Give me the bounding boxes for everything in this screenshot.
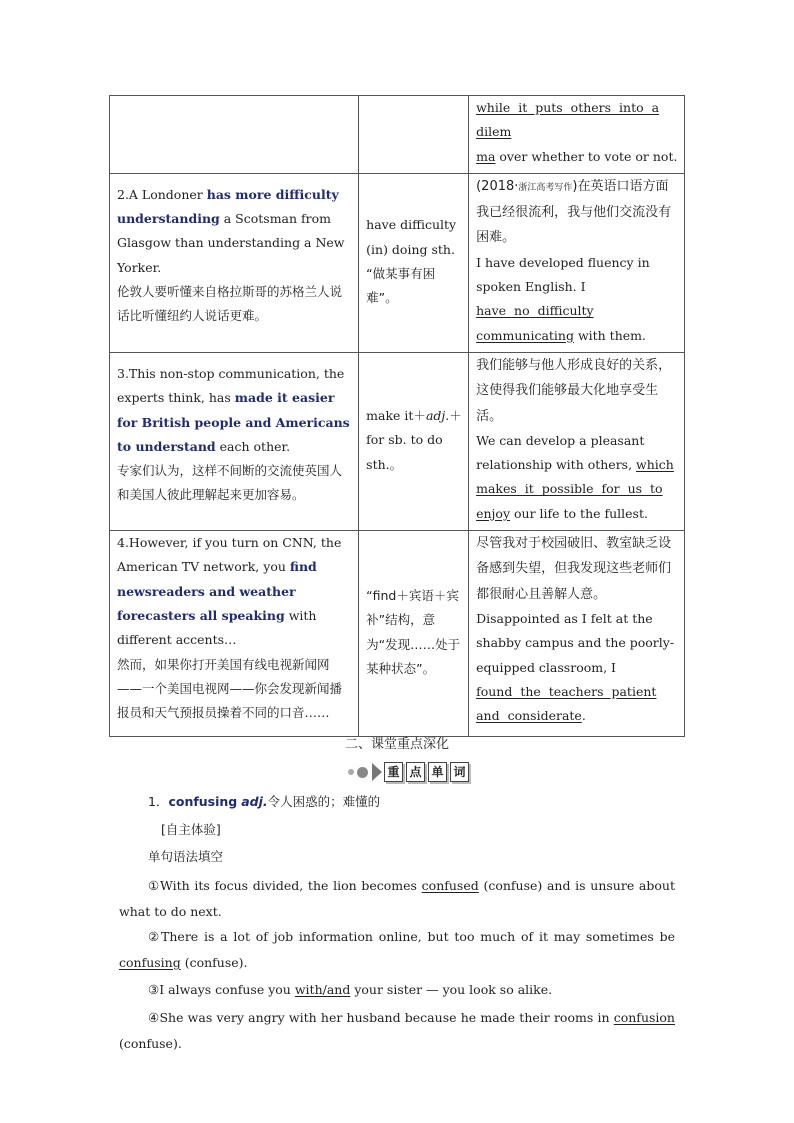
row0-col3-cell <box>469 96 685 174</box>
row1-col3-cell <box>469 173 685 352</box>
exercise-text: With its focus divided, the lion becomes <box>159 878 422 893</box>
row1-translation: 伦敦人要听懂来自格拉斯哥的苏格兰人说话比听懂纽约人说话更难。 <box>117 284 343 324</box>
row3-pattern: “find＋宾语＋宾补”结构，意为“发现……处于某种状态”。 <box>366 587 461 676</box>
row1-answer: have no difficulty communicating <box>476 303 594 343</box>
row0-answer-b: ma <box>476 148 496 164</box>
row1-src-pre: (2018· <box>476 178 519 194</box>
item-meaning: 令人困惑的；难懂的 <box>267 794 381 809</box>
row1-col1-cell <box>110 173 359 352</box>
row2-en: We can develop a pleasant relationship with others, <box>476 432 645 473</box>
row1-sentence-pre: 2.A Londoner <box>117 186 207 202</box>
arrow-right-icon <box>372 763 382 781</box>
row2-col1-cell <box>110 352 359 530</box>
exercise-item <box>119 1005 675 1057</box>
row2-col3-cell <box>469 352 685 530</box>
table-row <box>110 173 685 352</box>
exercise-text: She was very angry with her husband because he made their rooms in <box>159 1010 614 1025</box>
row2-sentence-pre: 3.This non-stop communication, the experts think, has <box>117 365 345 406</box>
row0-col2-cell <box>359 96 469 174</box>
row2-sentence-post: each other. <box>215 438 291 454</box>
row2-pattern-post: ＋for sb. to do sth.。 <box>366 408 462 472</box>
exercise-item <box>119 977 675 1003</box>
row3-col1-cell <box>110 531 359 737</box>
row3-sentence-pre: 4.However, if you turn on CNN, the American TV network, you <box>117 535 342 575</box>
row1-pattern: have difficulty (in) doing sth. <box>366 217 457 257</box>
item-number: 1． <box>148 794 169 809</box>
table-row <box>110 96 685 174</box>
row2-after: our life to the fullest. <box>510 505 648 521</box>
dot-icon <box>348 769 354 775</box>
vocab-item-heading <box>148 794 380 810</box>
row3-cn: 尽管我对于校园破旧、教室缺乏设备感到失望，但我发现这些老师们都很耐心且善解人意。 <box>476 536 672 602</box>
exercise-text: (confuse). <box>180 955 248 970</box>
exercise-text: (confuse) and is unsure about what to do next. <box>119 878 675 919</box>
example-table <box>109 95 685 737</box>
exercise-number: ② <box>148 929 162 944</box>
row1-sentence-bold: has more difficulty understanding <box>117 186 339 227</box>
exercise-number: ④ <box>148 1010 160 1025</box>
banner-char: 单 <box>428 762 447 782</box>
row3-answer: found the teachers patient and considerate <box>476 683 657 724</box>
row1-cn: )在英语口语方面我已经很流利，我与他们交流没有困难。 <box>476 178 672 246</box>
dot-icon <box>357 767 368 778</box>
row1-sentence-post: a Scotsman from Glasgow than understanding a New Yorker. <box>117 211 345 275</box>
sub-heading-practice: [自主体验] <box>161 822 221 837</box>
row2-translation: 专家们认为，这样不间断的交流使英国人和美国人彼此理解起来更加容易。 <box>117 463 343 503</box>
exercise-text: I always confuse you <box>159 982 295 997</box>
row1-pattern-meaning: “做某事有困难”。 <box>366 265 436 306</box>
row3-col2-cell <box>359 531 469 737</box>
row2-col2-cell <box>359 352 469 530</box>
table-row <box>110 352 685 530</box>
row0-after: over whether to vote or not. <box>495 148 678 164</box>
exercise-number: ① <box>148 878 160 893</box>
row2-pattern-pre: make it＋ <box>366 408 426 424</box>
row3-sentence-bold: find newsreaders and weather forecasters all speaking <box>117 559 317 623</box>
row0-answer-a: while it puts others into a dilem <box>476 100 660 140</box>
exercise-answer: with/and <box>294 982 351 997</box>
row1-source: 浙江高考写作 <box>518 182 573 193</box>
exercise-text: There is a lot of job information online, but too much of it may sometimes be <box>161 929 675 944</box>
exercise-answer: confused <box>421 878 479 893</box>
exercise-number: ③ <box>148 982 160 997</box>
exercise-item <box>119 873 675 925</box>
exercise-answer: confusion <box>613 1010 675 1025</box>
row1-en: I have developed fluency in spoken English. I <box>476 254 650 295</box>
exercise-text: your sister — you look so alike. <box>350 982 553 997</box>
exercise-answer: confusing <box>119 955 181 970</box>
banner-char: 重 <box>384 762 403 782</box>
sub-heading-exercise: 单句语法填空 <box>148 849 224 864</box>
banner-char: 词 <box>450 762 469 782</box>
row0-col1-cell <box>110 96 359 174</box>
row3-en: Disappointed as I felt at the shabby campus and the poorly-equipped classroom, I <box>476 610 675 675</box>
row3-sentence-post: with different accents… <box>117 607 317 648</box>
item-word: confusing <box>168 794 238 809</box>
section-title: 二、课堂重点深化 <box>344 737 449 752</box>
table-row <box>110 531 685 737</box>
exercise-text: (confuse). <box>119 1036 182 1051</box>
row1-after: with them. <box>573 327 646 343</box>
item-pos: adj. <box>241 794 268 809</box>
key-words-banner <box>348 761 472 783</box>
row1-col2-cell <box>359 173 469 352</box>
row3-after: . <box>581 708 586 724</box>
banner-char: 点 <box>406 762 425 782</box>
row2-sentence-bold: made it easier for British people and Americans to understand <box>117 390 350 454</box>
row3-translation: 然而，如果你打开美国有线电视新闻网——一个美国电视网——你会发现新闻播报员和天气预报员操着不同的口音…… <box>117 656 343 721</box>
banner-label <box>384 762 472 782</box>
row2-pattern-ital: adj. <box>425 408 450 424</box>
row2-cn: 我们能够与他人形成良好的关系，这使得我们能够最大化地享受生活。 <box>476 357 672 424</box>
row2-answer: which makes it possible for us to enjoy <box>476 457 674 521</box>
row3-col3-cell <box>469 531 685 737</box>
exercise-item <box>119 924 675 976</box>
